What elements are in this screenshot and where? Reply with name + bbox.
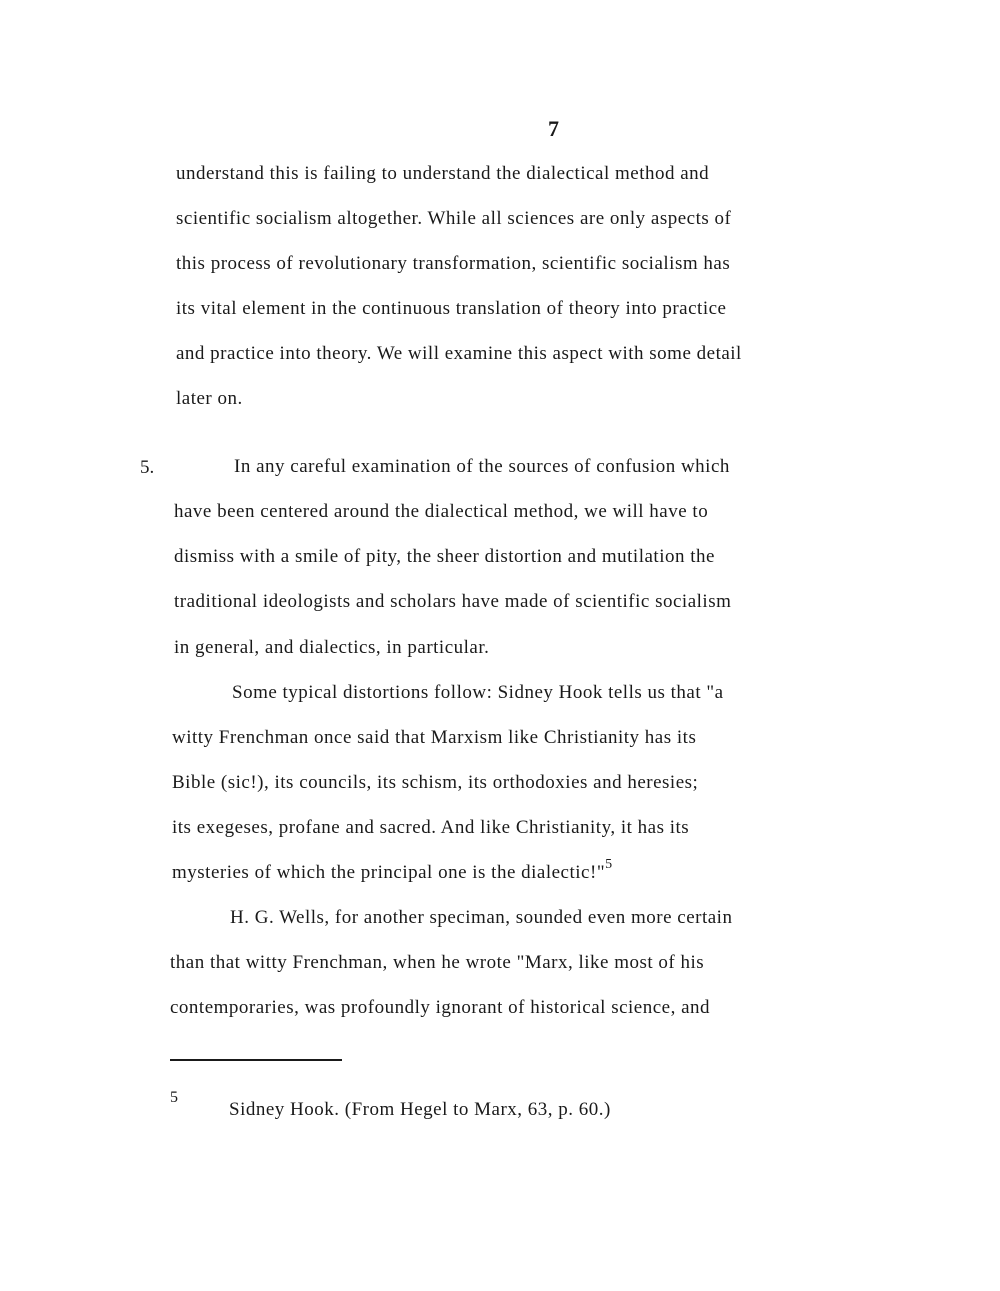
text-line: Some typical distortions follow: Sidney Hook tells us that "a [232,682,724,703]
text-line: its exegeses, profane and sacred. And like Christianity, it has its [172,817,690,838]
text-line: traditional ideologists and scholars have made of scientific socialism [174,591,732,612]
text-line: this process of revolutionary transformation, scientific socialism has [176,253,731,274]
footnote-reference: 5 [605,857,613,872]
text-line: mysteries of which the principal one is the dialectic!" [172,862,606,883]
page-number: 7 [548,116,559,141]
text-line: contemporaries, was profoundly ignorant of historical science, and [170,997,711,1018]
footnote-text: Sidney Hook. (From Hegel to Marx, 63, p. 60.) [229,1099,611,1120]
paragraph-number: 5. [140,457,155,478]
text-line: later on. [176,388,243,409]
text-line: witty Frenchman once said that Marxism like Christianity has its [172,727,697,748]
text-line: than that witty Frenchman, when he wrote "Marx, like most of his [170,952,705,973]
text-line: and practice into theory. We will examine this aspect with some detail [176,343,742,364]
text-line: have been centered around the dialectical method, we will have to [174,501,709,522]
footnote-marker: 5 [170,1089,178,1106]
text-line: H. G. Wells, for another speciman, sounded even more certain [230,907,733,928]
text-line: dismiss with a smile of pity, the sheer distortion and mutilation the [174,546,715,567]
text-line: In any careful examination of the sources of confusion which [234,456,730,477]
text-line: its vital element in the continuous translation of theory into practice [176,298,727,319]
text-line: scientific socialism altogether. While all sciences are only aspects of [176,208,732,229]
text-line: Bible (sic!), its councils, its schism, its orthodoxies and heresies; [172,772,699,793]
text-line-with-footnote [172,857,613,883]
footnote-divider [170,1059,342,1061]
text-line: understand this is failing to understand the dialectical method and [176,163,710,184]
text-line: in general, and dialectics, in particular. [174,637,490,658]
